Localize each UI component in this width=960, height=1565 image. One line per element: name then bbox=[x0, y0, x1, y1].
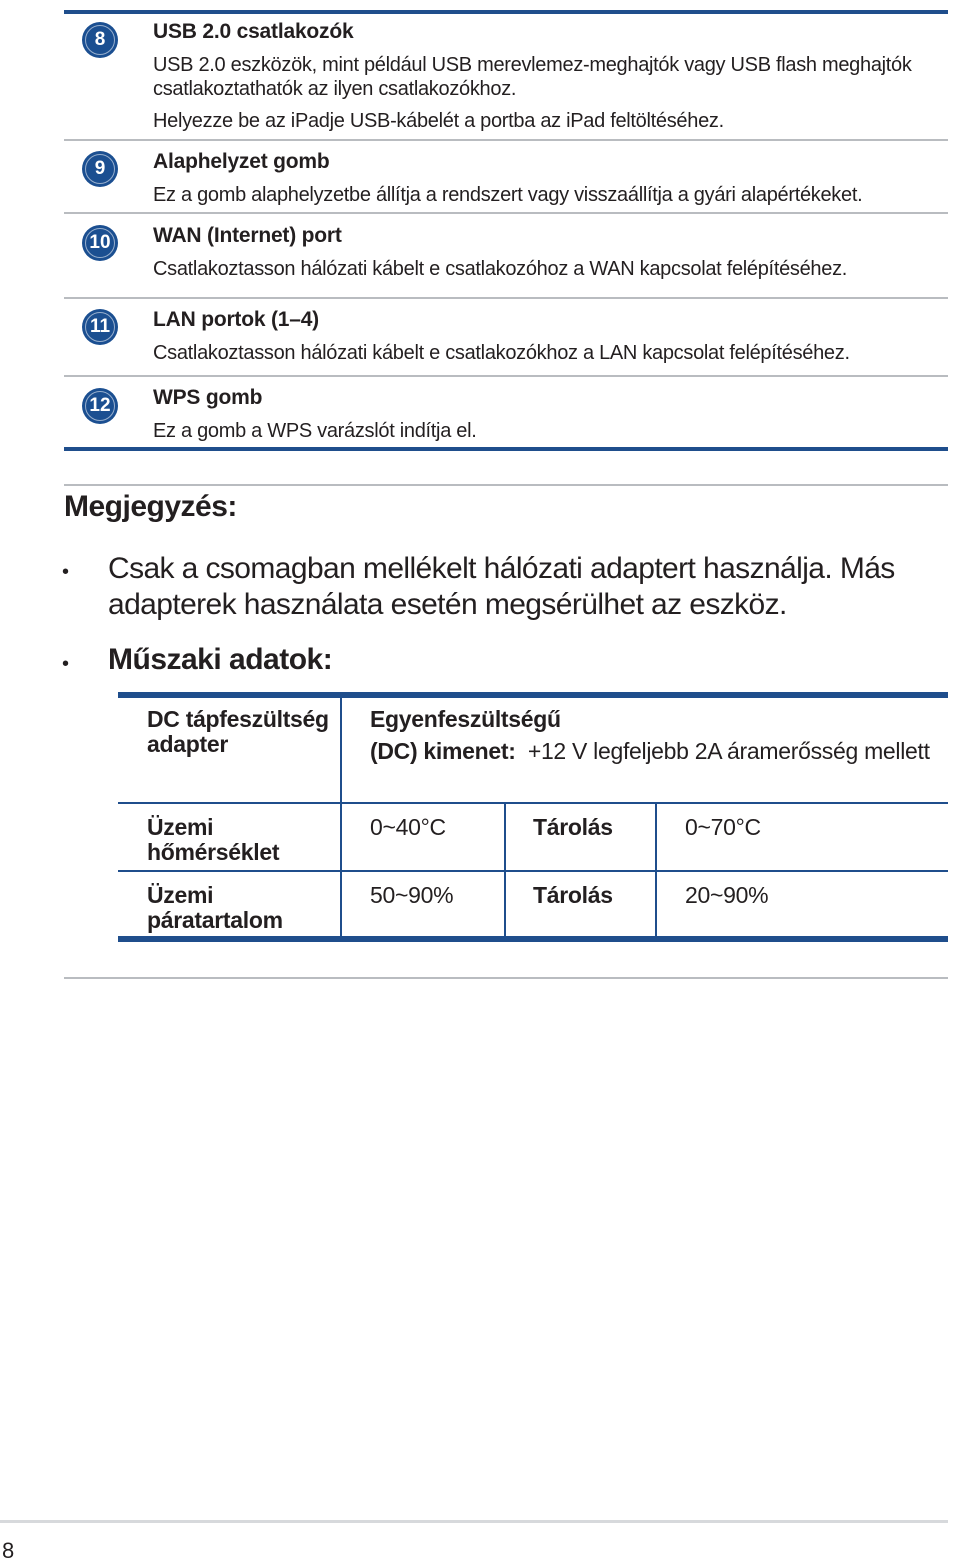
section-end-rule bbox=[64, 977, 948, 979]
spec-label-temp-line2: hőmérséklet bbox=[147, 839, 280, 865]
note-top-rule bbox=[64, 484, 948, 486]
spec-table-bottom-rule bbox=[118, 936, 948, 942]
spec-value-humidity: 50~90% bbox=[370, 882, 454, 908]
callout-number-10: 10 bbox=[82, 225, 118, 261]
spec-value-dc-line1: Egyenfeszültségű bbox=[370, 706, 561, 732]
spec-label-storage: Tárolás bbox=[533, 814, 613, 840]
table-bottom-rule bbox=[64, 447, 948, 451]
item-description-wps: Ez a gomb a WPS varázslót indítja el. bbox=[153, 420, 477, 442]
item-title-reset: Alaphelyzet gomb bbox=[153, 150, 330, 173]
spec-table-column-divider bbox=[340, 698, 342, 938]
row-divider bbox=[64, 375, 948, 377]
spec-label-storage: Tárolás bbox=[533, 882, 613, 908]
spec-label-humidity-line2: páratartalom bbox=[147, 907, 283, 933]
item-description-reset: Ez a gomb alaphelyzetbe állítja a rendszert vagy visszaállítja a gyári alapértékeket. bbox=[153, 184, 863, 206]
item-title-wan: WAN (Internet) port bbox=[153, 224, 342, 247]
note-bullet-adapter: Csak a csomagban mellékelt hálózati adaptert használja. Más adapterek használata esetén megsérülhet az eszköz. bbox=[108, 552, 895, 621]
page-number: 8 bbox=[2, 1538, 15, 1563]
footer-rule bbox=[0, 1520, 948, 1523]
spec-row-divider bbox=[118, 870, 948, 872]
item-title-wps: WPS gomb bbox=[153, 386, 263, 409]
callout-number-12: 12 bbox=[82, 388, 118, 424]
spec-label-dc-line2: adapter bbox=[147, 731, 228, 757]
callout-number-11: 11 bbox=[82, 309, 118, 345]
item-title-lan: LAN portok (1–4) bbox=[153, 308, 319, 331]
spec-label-humidity-line1: Üzemi bbox=[147, 882, 214, 908]
row-divider bbox=[64, 139, 948, 141]
callout-number-8: 8 bbox=[82, 22, 118, 58]
spec-table-top-rule bbox=[118, 692, 948, 698]
row-divider bbox=[64, 212, 948, 214]
spec-value-dc-label: (DC) kimenet: bbox=[370, 738, 516, 764]
spec-row-divider bbox=[118, 802, 948, 804]
item-description-lan: Csatlakoztasson hálózati kábelt e csatlakozókhoz a LAN kapcsolat felépítéséhez. bbox=[153, 342, 850, 364]
spec-label-dc-line1: DC tápfeszültség bbox=[147, 706, 329, 732]
item-description-wan: Csatlakoztasson hálózati kábelt e csatlakozóhoz a WAN kapcsolat felépítéséhez. bbox=[153, 258, 848, 280]
callout-number-9: 9 bbox=[82, 151, 118, 187]
spec-value-temp-storage: 0~70°C bbox=[685, 814, 761, 840]
top-rule bbox=[64, 10, 948, 14]
item-description-usb-ipad: Helyezze be az iPadje USB-kábelét a portba az iPad feltöltéséhez. bbox=[153, 110, 724, 132]
spec-value-humidity-storage: 20~90% bbox=[685, 882, 769, 908]
spec-value-dc-text: +12 V legfeljebb 2A áramerősség mellett bbox=[527, 738, 930, 764]
spec-value-dc-line2 bbox=[370, 739, 930, 764]
specs-heading: Műszaki adatok: bbox=[108, 643, 333, 676]
note-heading: Megjegyzés: bbox=[64, 490, 237, 523]
bullet-icon: • bbox=[62, 561, 70, 583]
item-title-usb: USB 2.0 csatlakozók bbox=[153, 20, 354, 43]
item-description-usb: USB 2.0 eszközök, mint például USB merevlemez-meghajtók vagy USB flash meghajtók csatlakoztathatók az ilyen csatlakozókhoz. bbox=[153, 54, 912, 100]
bullet-icon: • bbox=[62, 653, 70, 675]
spec-value-temp: 0~40°C bbox=[370, 814, 446, 840]
spec-label-temp-line1: Üzemi bbox=[147, 814, 214, 840]
row-divider bbox=[64, 297, 948, 299]
